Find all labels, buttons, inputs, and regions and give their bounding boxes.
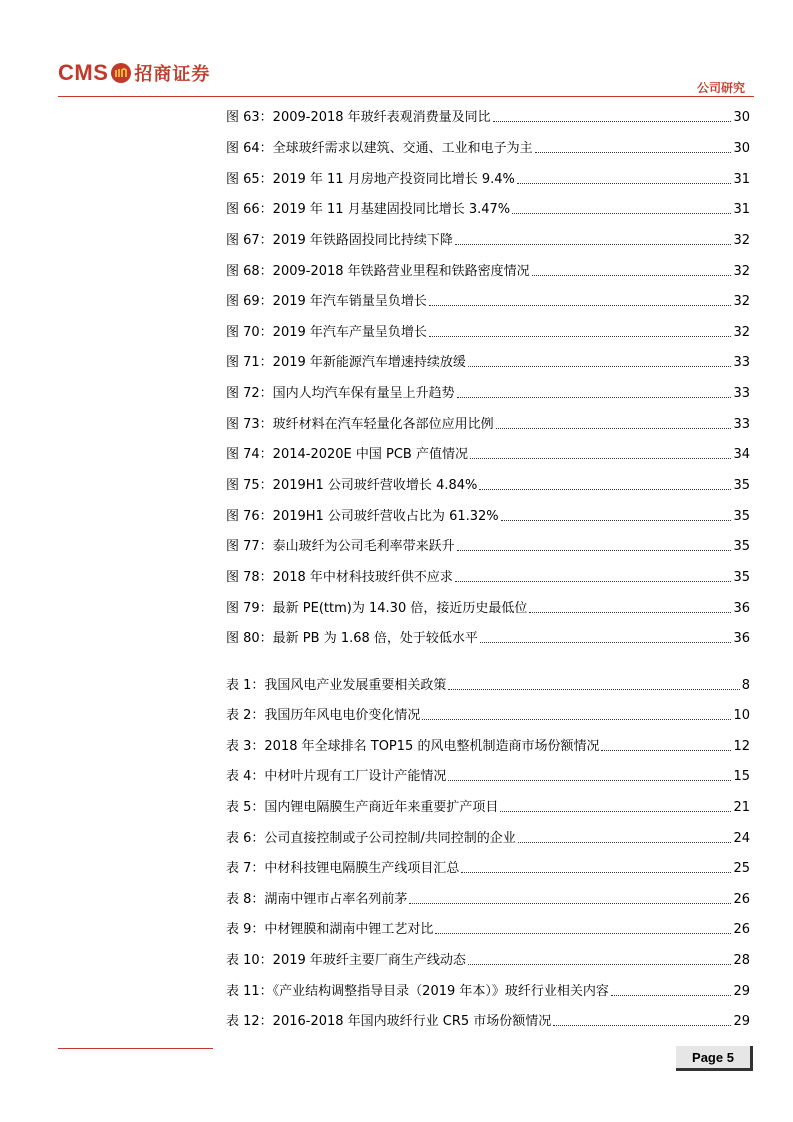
toc-entry-label: 图 71：2019 年新能源汽车增速持续放缓 bbox=[226, 355, 466, 370]
toc-entry-label: 表 9：中材锂膜和湖南中锂工艺对比 bbox=[226, 922, 434, 937]
toc-entry-page: 30 bbox=[733, 110, 750, 125]
toc-entry-label: 图 72：国内人均汽车保有量呈上升趋势 bbox=[226, 386, 455, 401]
toc-entry[interactable] bbox=[226, 445, 750, 463]
toc-entry-page: 32 bbox=[733, 264, 750, 279]
toc-entry-label: 图 68：2009-2018 年铁路营业里程和铁路密度情况 bbox=[226, 264, 530, 279]
toc-entry-page: 34 bbox=[733, 447, 750, 462]
toc-dot-leader bbox=[457, 397, 732, 398]
toc-entry[interactable] bbox=[226, 415, 750, 433]
toc-entry[interactable] bbox=[226, 599, 750, 617]
toc-entry[interactable] bbox=[226, 982, 750, 1000]
toc-entry-label: 表 11：《产业结构调整指导目录（2019 年本）》玻纤行业相关内容 bbox=[226, 984, 609, 999]
toc-entry-label: 图 77：泰山玻纤为公司毛利率带来跃升 bbox=[226, 539, 455, 554]
toc-entry-page: 30 bbox=[733, 141, 750, 156]
logo-cn-text: 招商证券 bbox=[134, 64, 211, 85]
toc-entry[interactable] bbox=[226, 920, 750, 938]
toc-dot-leader bbox=[461, 872, 731, 873]
toc-dot-leader bbox=[517, 183, 732, 184]
toc-entry-page: 29 bbox=[733, 984, 750, 999]
toc-entry-label: 表 7：中材科技锂电隔膜生产线项目汇总 bbox=[226, 861, 460, 876]
toc-entry-page: 35 bbox=[733, 509, 750, 524]
toc-dot-leader bbox=[500, 811, 731, 812]
logo-emblem-icon bbox=[111, 63, 131, 83]
toc-dot-leader bbox=[611, 995, 732, 996]
toc-entry[interactable] bbox=[226, 292, 750, 310]
toc-entry[interactable] bbox=[226, 507, 750, 525]
toc-entry-label: 图 78：2018 年中材科技玻纤供不应求 bbox=[226, 570, 453, 585]
toc-entry[interactable] bbox=[226, 859, 750, 877]
toc-entry-label: 图 69：2019 年汽车销量呈负增长 bbox=[226, 294, 427, 309]
toc-entry[interactable] bbox=[226, 384, 750, 402]
toc-entry-page: 33 bbox=[733, 355, 750, 370]
toc-entry[interactable] bbox=[226, 476, 750, 494]
toc-dot-leader bbox=[470, 458, 731, 459]
toc-entry-label: 图 79：最新 PE(ttm)为 14.30 倍，接近历史最低位 bbox=[226, 601, 528, 616]
toc-entry-page: 32 bbox=[733, 294, 750, 309]
toc-entry-label: 图 64：全球玻纤需求以建筑、交通、工业和电子为主 bbox=[226, 141, 533, 156]
toc-entry[interactable] bbox=[226, 1012, 750, 1030]
toc-entry[interactable] bbox=[226, 767, 750, 785]
toc-entry[interactable] bbox=[226, 170, 750, 188]
toc-entry[interactable] bbox=[226, 353, 750, 371]
toc-dot-leader bbox=[422, 719, 731, 720]
toc-entry-page: 15 bbox=[733, 769, 750, 784]
toc-dot-leader bbox=[480, 642, 732, 643]
toc-entry[interactable] bbox=[226, 829, 750, 847]
toc-entry[interactable] bbox=[226, 706, 750, 724]
toc-dot-leader bbox=[429, 305, 732, 306]
toc-dot-leader bbox=[435, 933, 731, 934]
toc-entry-page: 26 bbox=[733, 892, 750, 907]
toc-entry-page: 31 bbox=[733, 202, 750, 217]
toc-entry-page: 25 bbox=[733, 861, 750, 876]
toc-entry-label: 图 63：2009-2018 年玻纤表观消费量及同比 bbox=[226, 110, 491, 125]
toc-dot-leader bbox=[553, 1025, 731, 1026]
toc-entry-label: 图 70：2019 年汽车产量呈负增长 bbox=[226, 325, 427, 340]
toc-entry-page: 33 bbox=[733, 417, 750, 432]
toc-entry-page: 35 bbox=[733, 570, 750, 585]
toc-dot-leader bbox=[518, 842, 732, 843]
toc-entry[interactable] bbox=[226, 139, 750, 157]
toc-dot-leader bbox=[409, 903, 731, 904]
toc-dot-leader bbox=[601, 750, 731, 751]
toc-entry-label: 图 66：2019 年 11 月基建固投同比增长 3.47% bbox=[226, 202, 511, 217]
toc-dot-leader bbox=[429, 336, 732, 337]
toc-dot-leader bbox=[532, 275, 732, 276]
toc-entry[interactable] bbox=[226, 737, 750, 755]
toc-entry[interactable] bbox=[226, 231, 750, 249]
page-number: Page 5 bbox=[692, 1049, 734, 1065]
footer-rule bbox=[58, 1048, 213, 1049]
toc-entry-label: 图 65：2019 年 11 月房地产投资同比增长 9.4% bbox=[226, 172, 515, 187]
toc-dot-leader bbox=[457, 550, 732, 551]
toc-entry-page: 32 bbox=[733, 325, 750, 340]
toc-entry[interactable] bbox=[226, 629, 750, 647]
toc-entry-page: 31 bbox=[733, 172, 750, 187]
header-rule bbox=[58, 96, 754, 97]
toc-dot-leader bbox=[455, 244, 732, 245]
toc-entry-page: 12 bbox=[733, 739, 750, 754]
toc-dot-leader bbox=[501, 520, 732, 521]
toc-entry-page: 33 bbox=[733, 386, 750, 401]
toc-entry-label: 表 1：我国风电产业发展重要相关政策 bbox=[226, 678, 447, 693]
toc-entry[interactable] bbox=[226, 323, 750, 341]
toc-entry-label: 图 73：玻纤材料在汽车轻量化各部位应用比例 bbox=[226, 417, 494, 432]
section-label: 公司研究 bbox=[696, 81, 745, 95]
toc-dot-leader bbox=[496, 428, 732, 429]
toc-dot-leader bbox=[448, 689, 739, 690]
toc-entry-label: 表 3：2018 年全球排名 TOP15 的风电整机制造商市场份额情况 bbox=[226, 739, 600, 754]
toc-entry-label: 表 6：公司直接控制或子公司控制/共同控制的企业 bbox=[226, 831, 516, 846]
toc-entry-page: 29 bbox=[733, 1014, 750, 1029]
toc-entry[interactable] bbox=[226, 798, 750, 816]
toc-entry-page: 32 bbox=[733, 233, 750, 248]
toc-entry[interactable] bbox=[226, 951, 750, 969]
toc-entry[interactable] bbox=[226, 200, 750, 218]
toc-entry-label: 图 67：2019 年铁路固投同比持续下降 bbox=[226, 233, 453, 248]
toc-entry-label: 表 2：我国历年风电电价变化情况 bbox=[226, 708, 421, 723]
toc-entry-label: 表 5：国内锂电隔膜生产商近年来重要扩产项目 bbox=[226, 800, 499, 815]
toc-dot-leader bbox=[512, 213, 731, 214]
toc-entry-page: 8 bbox=[741, 678, 750, 693]
toc-entry-page: 24 bbox=[733, 831, 750, 846]
toc-dot-leader bbox=[448, 780, 731, 781]
toc-entry-page: 36 bbox=[733, 601, 750, 616]
toc-dot-leader bbox=[529, 612, 731, 613]
toc-entry-label: 图 75：2019H1 公司玻纤营收增长 4.84% bbox=[226, 478, 478, 493]
toc-entry-label: 表 4：中材叶片现有工厂设计产能情况 bbox=[226, 769, 447, 784]
toc-entry-page: 35 bbox=[733, 539, 750, 554]
toc-entry-label: 表 12：2016-2018 年国内玻纤行业 CR5 市场份额情况 bbox=[226, 1014, 552, 1029]
toc-entry-label: 图 76：2019H1 公司玻纤营收占比为 61.32% bbox=[226, 509, 499, 524]
toc-entry[interactable] bbox=[226, 568, 750, 586]
toc-entry[interactable] bbox=[226, 262, 750, 280]
toc-dot-leader bbox=[468, 366, 732, 367]
toc-entry-page: 26 bbox=[733, 922, 750, 937]
toc-entry[interactable] bbox=[226, 676, 750, 694]
toc-entry-label: 图 74：2014-2020E 中国 PCB 产值情况 bbox=[226, 447, 468, 462]
toc-dot-leader bbox=[455, 581, 732, 582]
toc-entry-label: 图 80：最新 PB 为 1.68 倍，处于较低水平 bbox=[226, 631, 478, 646]
toc-entry[interactable] bbox=[226, 890, 750, 908]
toc-dot-leader bbox=[493, 121, 732, 122]
toc-dot-leader bbox=[535, 152, 732, 153]
toc-entry-page: 10 bbox=[733, 708, 750, 723]
toc-entry-label: 表 10：2019 年玻纤主要厂商生产线动态 bbox=[226, 953, 466, 968]
page-number-box bbox=[676, 1046, 753, 1071]
toc-dot-leader bbox=[479, 489, 731, 490]
logo bbox=[58, 58, 210, 88]
toc-dot-leader bbox=[468, 964, 732, 965]
toc-entry-page: 36 bbox=[733, 631, 750, 646]
toc-entry[interactable] bbox=[226, 537, 750, 555]
toc-entry-page: 35 bbox=[733, 478, 750, 493]
logo-cms-text: CMS bbox=[58, 60, 109, 85]
toc-entry-label: 表 8：湖南中锂市占率名列前茅 bbox=[226, 892, 408, 907]
toc-entry-page: 21 bbox=[733, 800, 750, 815]
toc-entry[interactable] bbox=[226, 108, 750, 126]
toc-entry-page: 28 bbox=[733, 953, 750, 968]
